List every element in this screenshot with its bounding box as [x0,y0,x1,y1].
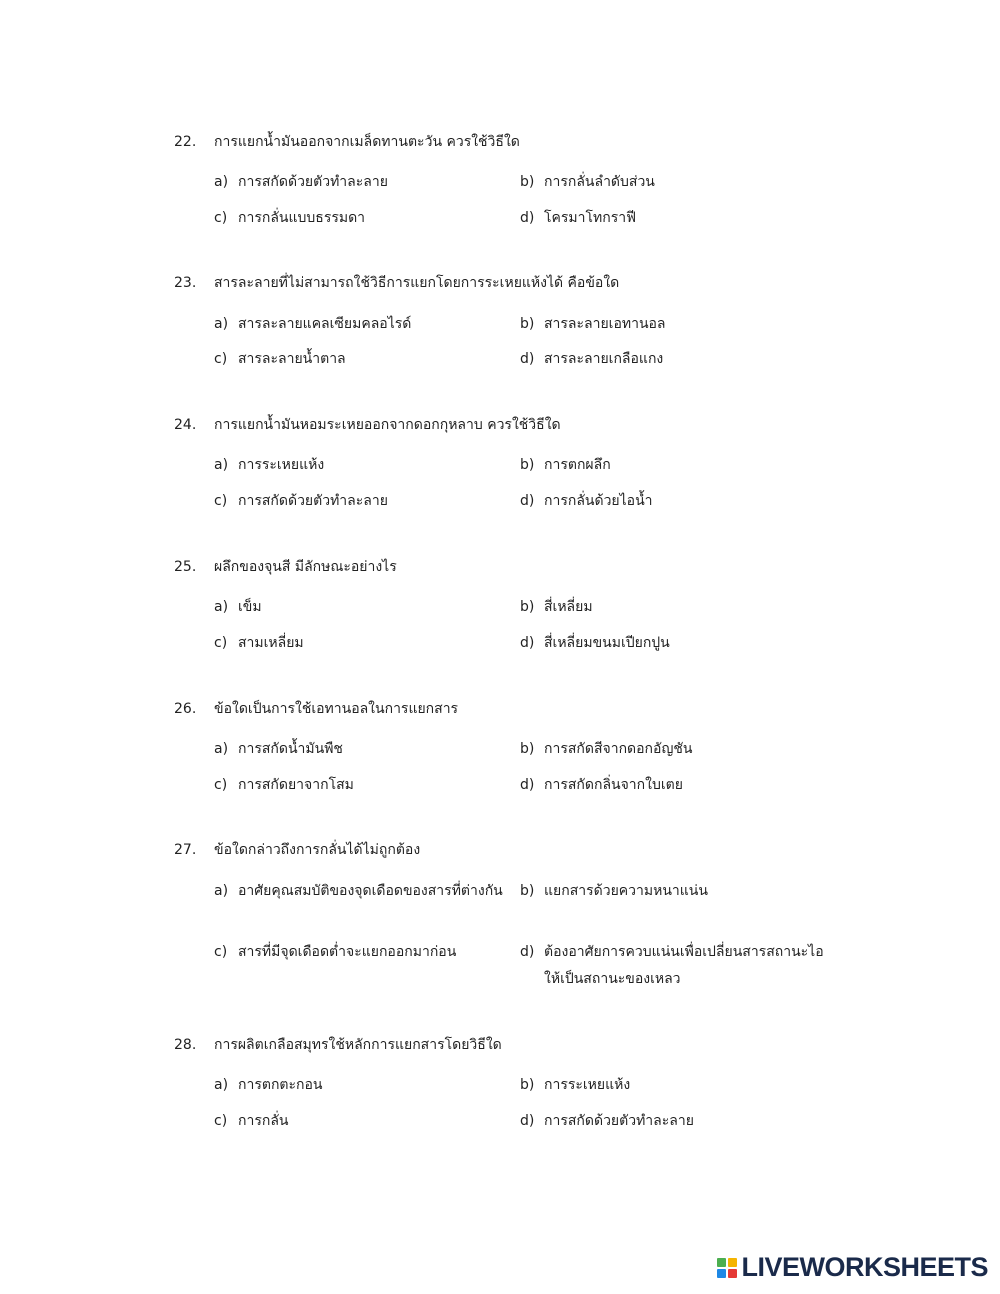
option-text: สารละลายเอทานอล [544,316,666,332]
option-d[interactable] [520,488,830,515]
option-label: b) [520,457,535,473]
option-label: c) [214,777,228,793]
option-b[interactable] [520,169,830,196]
option-text: สามเหลี่ยม [238,635,304,651]
option-label: b) [520,741,535,757]
option-text: การสกัดกลิ่นจากใบเตย [544,777,683,793]
question-text: สารละลายที่ไม่สามารถใช้วิธีการแยกโดยการระเหยแห้งได้ คือข้อใด [214,275,620,291]
option-c[interactable] [214,205,506,232]
option-text: การตกผลึก [544,457,611,473]
option-text: การระเหยแห้ง [544,1077,631,1093]
logo-tile-blue [717,1269,726,1278]
option-text: สารที่มีจุดเดือดต่ำจะแยกออกมาก่อน [238,944,457,960]
option-b[interactable] [520,452,830,479]
question-text: ข้อใดเป็นการใช้เอทานอลในการแยกสาร [214,701,459,717]
liveworksheets-logo-icon [717,1258,737,1278]
option-d[interactable] [520,939,830,993]
option-a[interactable] [214,594,506,621]
option-a[interactable] [214,169,506,196]
option-a[interactable] [214,1072,506,1099]
logo-text: LIVEWORKSHEETS [741,1252,988,1282]
logo-tile-red [728,1269,737,1278]
option-label: a) [214,316,229,332]
question-text: ผลึกของจุนสี มีลักษณะอย่างไร [214,559,397,575]
option-label: b) [520,599,535,615]
question-stem [174,556,397,578]
option-label: a) [214,174,229,190]
option-text: การกลั่นแบบธรรมดา [238,210,366,226]
option-c[interactable] [214,346,506,373]
question-text: การแยกน้ำมันหอมระเหยออกจากดอกกุหลาบ ควรใช้วิธีใด [214,417,561,433]
option-d[interactable] [520,346,830,373]
option-text: การสกัดน้ำมันพืช [238,741,343,757]
option-text: การสกัดสีจากดอกอัญชัน [544,741,693,757]
option-text: การสกัดด้วยตัวทำละลาย [544,1113,694,1129]
option-b[interactable] [520,594,830,621]
option-c[interactable] [214,630,506,657]
option-text: การตกตะกอน [238,1077,323,1093]
option-label: c) [214,944,228,960]
question-number: 26. [174,701,197,717]
option-label: a) [214,883,229,899]
option-text: สารละลายแคลเซียมคลอไรด์ [238,316,412,332]
option-text: โครมาโทกราฟี [544,210,637,226]
option-label: d) [520,777,535,793]
option-label: a) [214,457,229,473]
option-text: เข็ม [238,599,262,615]
question-stem [174,131,520,153]
question-stem [174,839,420,861]
option-text: การระเหยแห้ง [238,457,325,473]
option-c[interactable] [214,772,506,799]
option-a[interactable] [214,736,506,763]
question-number: 27. [174,842,197,858]
option-c[interactable] [214,939,506,966]
option-text: อาศัยคุณสมบัติของจุดเดือดของสารที่ต่างกัน [238,883,503,899]
option-text: สารละลายเกลือแกง [544,351,664,367]
option-text: การกลั่นด้วยไอน้ำ [544,493,653,509]
option-label: a) [214,599,229,615]
option-b[interactable] [520,1072,830,1099]
question-stem [174,698,458,720]
option-label: d) [520,493,535,509]
option-label: b) [520,174,535,190]
option-text: การสกัดยาจากโสม [238,777,354,793]
question-text: ข้อใดกล่าวถึงการกลั่นได้ไม่ถูกต้อง [214,842,421,858]
option-label: b) [520,1077,535,1093]
option-label: d) [520,351,535,367]
option-label: a) [214,741,229,757]
option-text: การสกัดด้วยตัวทำละลาย [238,174,388,190]
option-label: c) [214,1113,228,1129]
option-label: c) [214,210,228,226]
option-label: b) [520,883,535,899]
question-number: 24. [174,417,197,433]
option-c[interactable] [214,488,506,515]
question-number: 25. [174,559,197,575]
question-stem [174,414,561,436]
option-label: c) [214,493,228,509]
logo-tile-yellow [728,1258,737,1267]
option-a[interactable] [214,878,506,905]
option-label: d) [520,1113,535,1129]
option-label: c) [214,351,228,367]
option-b[interactable] [520,878,830,905]
logo-tile-green [717,1258,726,1267]
option-label: d) [520,210,535,226]
question-text: การแยกน้ำมันออกจากเมล็ดทานตะวัน ควรใช้วิธีใด [214,134,520,150]
option-text: แยกสารด้วยความหนาแน่น [544,883,708,899]
option-text: การกลั่น [238,1113,289,1129]
question-stem [174,1034,502,1056]
option-a[interactable] [214,452,506,479]
option-a[interactable] [214,311,506,338]
option-text: การสกัดด้วยตัวทำละลาย [238,493,388,509]
question-number: 23. [174,275,197,291]
question-number: 28. [174,1037,197,1053]
question-number: 22. [174,134,197,150]
option-d[interactable] [520,1108,830,1135]
option-text: สี่เหลี่ยมขนมเปียกปูน [544,635,670,651]
option-text: สี่เหลี่ยม [544,599,593,615]
option-label: d) [520,635,535,651]
question-text: การผลิตเกลือสมุทรใช้หลักการแยกสารโดยวิธีใด [214,1037,502,1053]
option-text: ต้องอาศัยการควบแน่นเพื่อเปลี่ยนสารสถานะไอให้เป็นสถานะของเหลว [544,944,824,987]
question-stem [174,272,619,294]
option-label: a) [214,1077,229,1093]
option-d[interactable] [520,772,830,799]
option-b[interactable] [520,736,830,763]
liveworksheets-logo[interactable] [717,1252,988,1283]
option-label: d) [520,944,535,960]
option-d[interactable] [520,630,830,657]
option-d[interactable] [520,205,830,232]
option-label: c) [214,635,228,651]
option-c[interactable] [214,1108,506,1135]
option-text: การกลั่นลำดับส่วน [544,174,655,190]
option-b[interactable] [520,311,830,338]
option-text: สารละลายน้ำตาล [238,351,346,367]
option-label: b) [520,316,535,332]
